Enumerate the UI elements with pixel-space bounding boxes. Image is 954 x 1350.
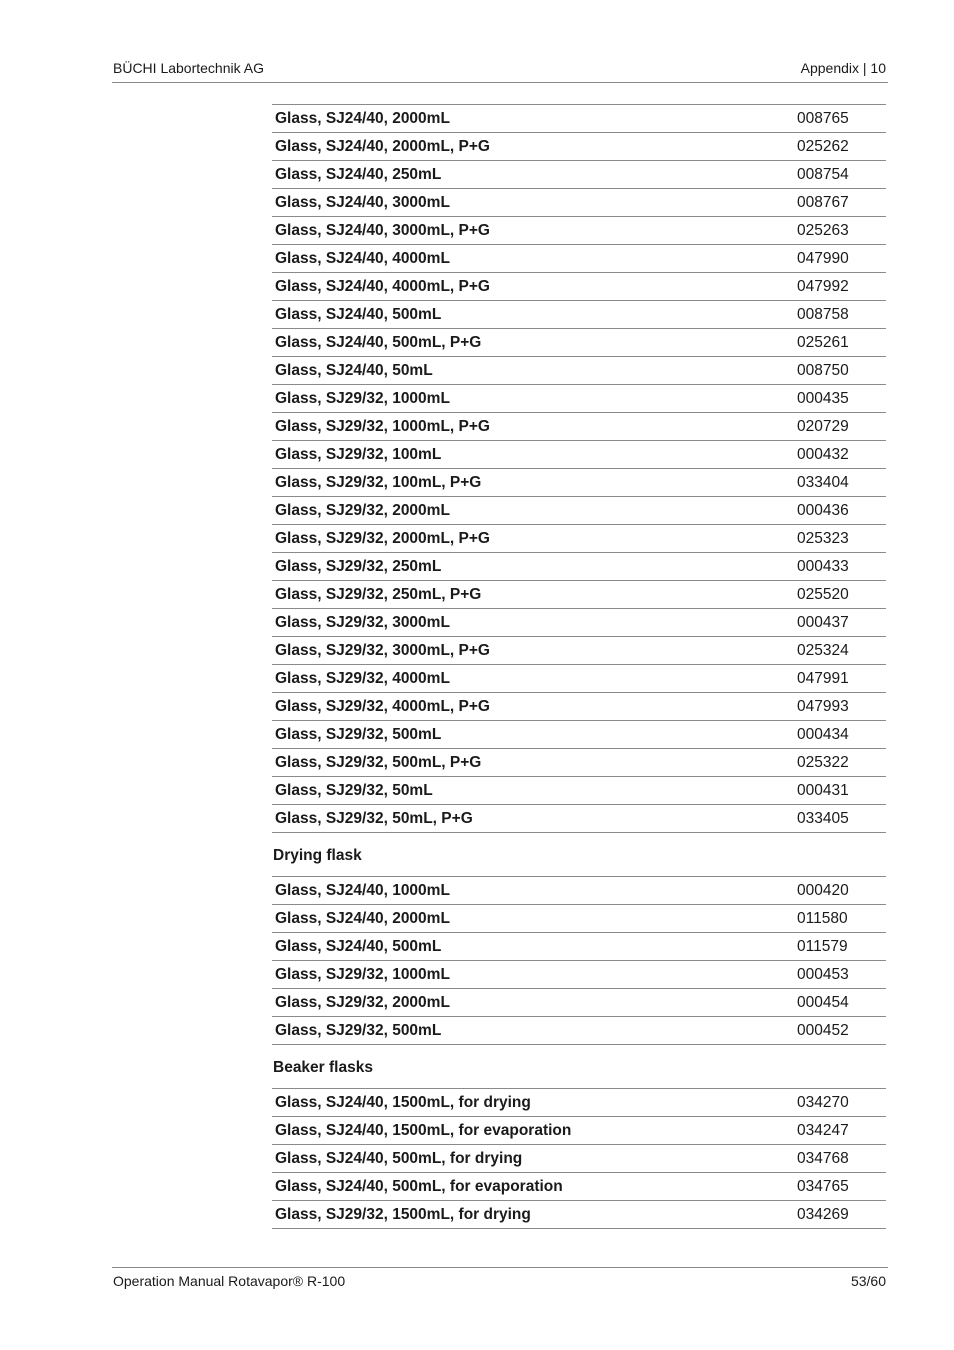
- table-row: [272, 525, 886, 553]
- order-number: 025324: [797, 637, 886, 665]
- table-row: [272, 905, 886, 933]
- order-number: 025261: [797, 329, 886, 357]
- order-number: 033405: [797, 805, 886, 833]
- part-description: Glass, SJ29/32, 3000mL, P+G: [272, 637, 797, 665]
- part-description: Glass, SJ24/40, 4000mL, P+G: [272, 273, 797, 301]
- order-number: 008754: [797, 161, 886, 189]
- table-row: [272, 805, 886, 833]
- order-number: 047993: [797, 693, 886, 721]
- part-description: Glass, SJ29/32, 1000mL, P+G: [272, 413, 797, 441]
- parts-table: [272, 104, 886, 833]
- order-number: 000452: [797, 1017, 886, 1045]
- part-description: Glass, SJ24/40, 1500mL, for drying: [272, 1089, 797, 1117]
- order-number: 034768: [797, 1145, 886, 1173]
- order-number: 000434: [797, 721, 886, 749]
- table-row: [272, 1201, 886, 1229]
- part-description: Glass, SJ24/40, 50mL: [272, 357, 797, 385]
- order-number: 011580: [797, 905, 886, 933]
- order-number: 034269: [797, 1201, 886, 1229]
- order-number: 000437: [797, 609, 886, 637]
- order-number: 025263: [797, 217, 886, 245]
- part-description: Glass, SJ24/40, 500mL: [272, 933, 797, 961]
- page-header: [112, 58, 888, 83]
- page-number: 53/60: [850, 1273, 886, 1289]
- order-number: 000420: [797, 877, 886, 905]
- manual-title: Operation Manual Rotavapor® R-100: [113, 1273, 346, 1289]
- table-row: [272, 385, 886, 413]
- part-description: Glass, SJ24/40, 4000mL: [272, 245, 797, 273]
- table-row: [272, 693, 886, 721]
- part-description: Glass, SJ24/40, 2000mL: [272, 905, 797, 933]
- table-row: [272, 441, 886, 469]
- table-row: [272, 933, 886, 961]
- section-heading: Drying flask: [273, 847, 362, 864]
- table-row: [272, 749, 886, 777]
- part-description: Glass, SJ29/32, 3000mL: [272, 609, 797, 637]
- order-number: 000432: [797, 441, 886, 469]
- order-number: 047992: [797, 273, 886, 301]
- table-row: [272, 1089, 886, 1117]
- part-description: Glass, SJ29/32, 50mL, P+G: [272, 805, 797, 833]
- order-number: 034765: [797, 1173, 886, 1201]
- order-number: 025323: [797, 525, 886, 553]
- part-description: Glass, SJ24/40, 2000mL: [272, 105, 797, 133]
- order-number: 011579: [797, 933, 886, 961]
- part-description: Glass, SJ29/32, 500mL: [272, 721, 797, 749]
- part-description: Glass, SJ29/32, 100mL, P+G: [272, 469, 797, 497]
- table-row: [272, 497, 886, 525]
- table-row: [272, 413, 886, 441]
- order-number: 025322: [797, 749, 886, 777]
- order-number: 025520: [797, 581, 886, 609]
- part-description: Glass, SJ29/32, 2000mL: [272, 989, 797, 1017]
- order-number: 020729: [797, 413, 886, 441]
- table-row: [272, 189, 886, 217]
- table-row: [272, 301, 886, 329]
- part-description: Glass, SJ29/32, 1000mL: [272, 961, 797, 989]
- page-footer: [112, 1267, 888, 1289]
- table-row: [272, 989, 886, 1017]
- table-row: [272, 877, 886, 905]
- order-number: 008758: [797, 301, 886, 329]
- order-number: 034270: [797, 1089, 886, 1117]
- part-description: Glass, SJ24/40, 500mL, for evaporation: [272, 1173, 797, 1201]
- part-description: Glass, SJ24/40, 250mL: [272, 161, 797, 189]
- part-description: Glass, SJ29/32, 250mL, P+G: [272, 581, 797, 609]
- table-row: [272, 1173, 886, 1201]
- part-description: Glass, SJ24/40, 1500mL, for evaporation: [272, 1117, 797, 1145]
- part-description: Glass, SJ29/32, 1500mL, for drying: [272, 1201, 797, 1229]
- table-row: [272, 777, 886, 805]
- order-number: 033404: [797, 469, 886, 497]
- part-description: Glass, SJ29/32, 2000mL: [272, 497, 797, 525]
- part-description: Glass, SJ24/40, 1000mL: [272, 877, 797, 905]
- order-number: 000436: [797, 497, 886, 525]
- order-number: 000433: [797, 553, 886, 581]
- table-row: [272, 469, 886, 497]
- table-row: [272, 961, 886, 989]
- order-number: 000435: [797, 385, 886, 413]
- order-number: 000453: [797, 961, 886, 989]
- parts-table: [272, 876, 886, 1045]
- part-description: Glass, SJ29/32, 500mL: [272, 1017, 797, 1045]
- order-number: 008750: [797, 357, 886, 385]
- part-description: Glass, SJ24/40, 3000mL, P+G: [272, 217, 797, 245]
- table-row: [272, 245, 886, 273]
- spare-parts-list: [272, 104, 886, 1229]
- table-row: [272, 1145, 886, 1173]
- table-row: [272, 105, 886, 133]
- part-description: Glass, SJ24/40, 500mL: [272, 301, 797, 329]
- part-description: Glass, SJ29/32, 250mL: [272, 553, 797, 581]
- table-row: [272, 273, 886, 301]
- table-row: [272, 161, 886, 189]
- table-row: [272, 133, 886, 161]
- part-description: Glass, SJ24/40, 500mL, P+G: [272, 329, 797, 357]
- order-number: 000431: [797, 777, 886, 805]
- table-row: [272, 1017, 886, 1045]
- part-description: Glass, SJ29/32, 4000mL: [272, 665, 797, 693]
- table-row: [272, 329, 886, 357]
- order-number: 008767: [797, 189, 886, 217]
- table-row: [272, 581, 886, 609]
- section-label: Appendix | 10: [800, 60, 886, 76]
- part-description: Glass, SJ29/32, 4000mL, P+G: [272, 693, 797, 721]
- parts-table: [272, 1088, 886, 1229]
- part-description: Glass, SJ29/32, 2000mL, P+G: [272, 525, 797, 553]
- table-row: [272, 721, 886, 749]
- table-row: [272, 637, 886, 665]
- order-number: 034247: [797, 1117, 886, 1145]
- order-number: 000454: [797, 989, 886, 1017]
- order-number: 008765: [797, 105, 886, 133]
- table-row: [272, 665, 886, 693]
- part-description: Glass, SJ24/40, 2000mL, P+G: [272, 133, 797, 161]
- table-row: [272, 357, 886, 385]
- company-name: BÜCHI Labortechnik AG: [113, 60, 264, 76]
- table-row: [272, 609, 886, 637]
- part-description: Glass, SJ29/32, 50mL: [272, 777, 797, 805]
- table-row: [272, 1117, 886, 1145]
- section-heading: Beaker flasks: [273, 1059, 373, 1076]
- order-number: 047990: [797, 245, 886, 273]
- order-number: 025262: [797, 133, 886, 161]
- table-row: [272, 217, 886, 245]
- table-row: [272, 553, 886, 581]
- part-description: Glass, SJ29/32, 100mL: [272, 441, 797, 469]
- part-description: Glass, SJ24/40, 500mL, for drying: [272, 1145, 797, 1173]
- part-description: Glass, SJ24/40, 3000mL: [272, 189, 797, 217]
- order-number: 047991: [797, 665, 886, 693]
- part-description: Glass, SJ29/32, 1000mL: [272, 385, 797, 413]
- part-description: Glass, SJ29/32, 500mL, P+G: [272, 749, 797, 777]
